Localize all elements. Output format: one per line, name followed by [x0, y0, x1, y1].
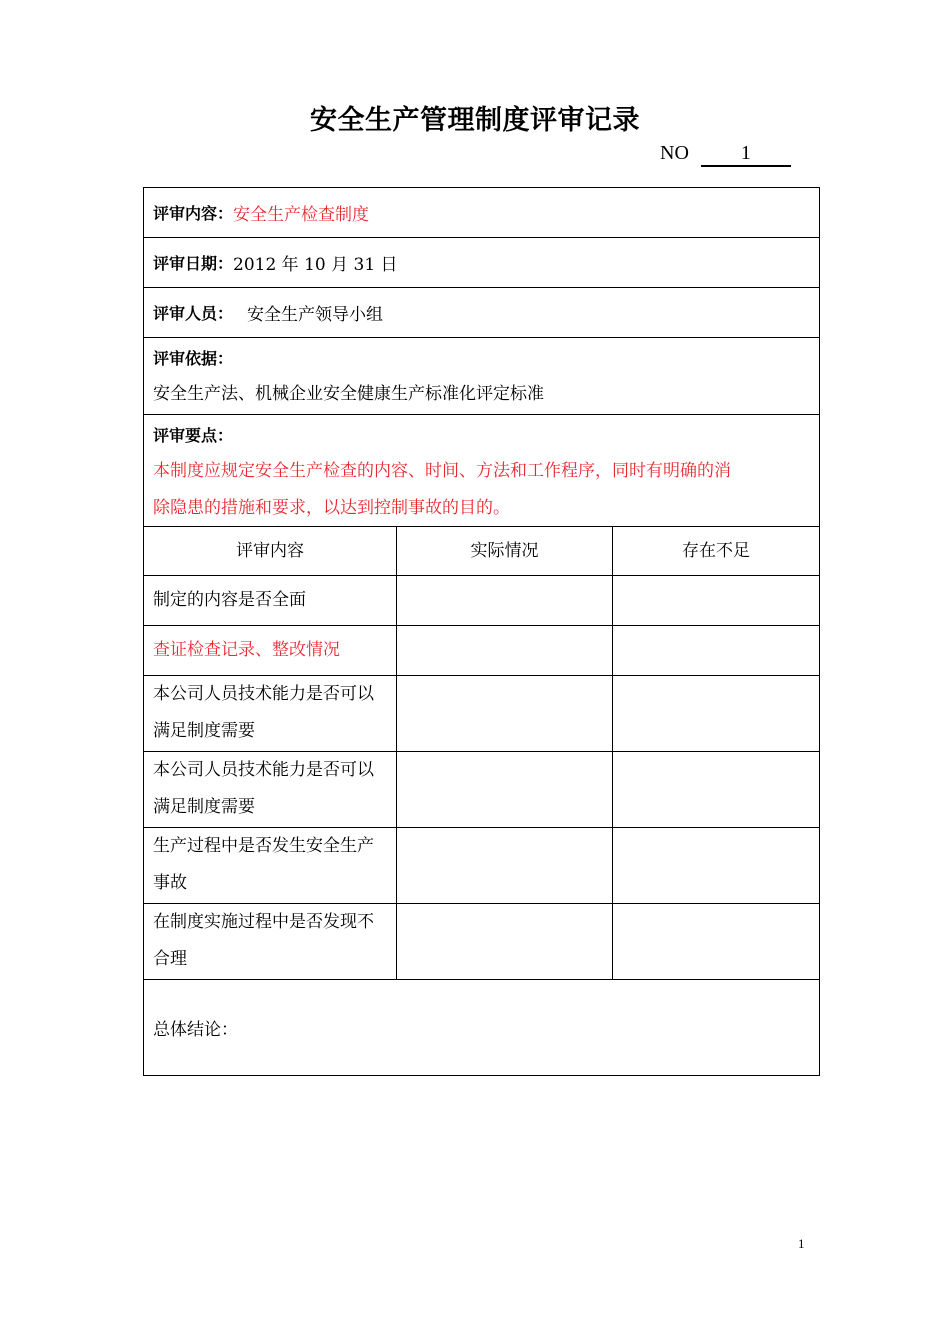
- review-basis-value: 安全生产法、机械企业安全健康生产标准化评定标准: [153, 384, 544, 404]
- review-form: [143, 187, 820, 1076]
- conclusion-row: [144, 980, 819, 1075]
- row-item: 本公司人员技术能力是否可以满足制度需要: [144, 752, 397, 827]
- record-number-label: NO: [660, 142, 689, 164]
- table-row: [144, 576, 819, 626]
- record-number-value: 1: [701, 141, 791, 167]
- row-deficiency: [613, 752, 819, 827]
- row-item: 查证检查记录、整改情况: [144, 626, 397, 675]
- row-actual: [397, 626, 613, 675]
- page-title: 安全生产管理制度评审记录: [310, 105, 640, 136]
- row-deficiency: [613, 828, 819, 903]
- header-actual: 实际情况: [397, 527, 613, 575]
- row-item: 生产过程中是否发生安全生产事故: [144, 828, 397, 903]
- row-item: 在制度实施过程中是否发现不合理: [144, 904, 397, 979]
- review-basis-row: [144, 338, 819, 415]
- row-item: 本公司人员技术能力是否可以满足制度需要: [144, 676, 397, 751]
- page-number: 1: [798, 1236, 805, 1251]
- table-row: [144, 752, 819, 828]
- row-actual: [397, 828, 613, 903]
- reviewers-label: 评审人员：: [153, 304, 234, 323]
- row-deficiency: [613, 626, 819, 675]
- review-date-label: 评审日期：: [153, 254, 234, 273]
- row-actual: [397, 752, 613, 827]
- review-points-row: [144, 415, 819, 527]
- review-date-value: 2012 年 10 月 31 日: [233, 255, 398, 275]
- table-row: [144, 828, 819, 904]
- review-basis-label: 评审依据：: [153, 349, 234, 368]
- reviewers-value: 安全生产领导小组: [247, 305, 384, 325]
- row-deficiency: [613, 904, 819, 979]
- review-points-line-2: 除隐患的措施和要求，以达到控制事故的目的。: [153, 498, 510, 518]
- header-review-item: 评审内容: [144, 527, 397, 575]
- review-points-label: 评审要点：: [153, 426, 234, 445]
- row-deficiency: [613, 676, 819, 751]
- review-points-line-1: 本制度应规定安全生产检查的内容、时间、方法和工作程序，同时有明确的消: [153, 461, 731, 481]
- row-deficiency: [613, 576, 819, 625]
- table-row: [144, 676, 819, 752]
- row-actual: [397, 576, 613, 625]
- record-number: [660, 141, 791, 167]
- table-row: [144, 904, 819, 980]
- row-item: 制定的内容是否全面: [144, 576, 397, 625]
- reviewers-row: [144, 288, 819, 338]
- review-content-row: [144, 188, 819, 238]
- row-actual: [397, 676, 613, 751]
- conclusion-label: 总体结论：: [153, 1020, 238, 1040]
- review-content-value: 安全生产检查制度: [233, 205, 370, 225]
- review-date-row: [144, 238, 819, 288]
- table-header: [144, 527, 819, 576]
- header-deficiency: 存在不足: [682, 541, 750, 561]
- row-actual: [397, 904, 613, 979]
- review-content-label: 评审内容：: [153, 204, 234, 223]
- table-row: [144, 626, 819, 676]
